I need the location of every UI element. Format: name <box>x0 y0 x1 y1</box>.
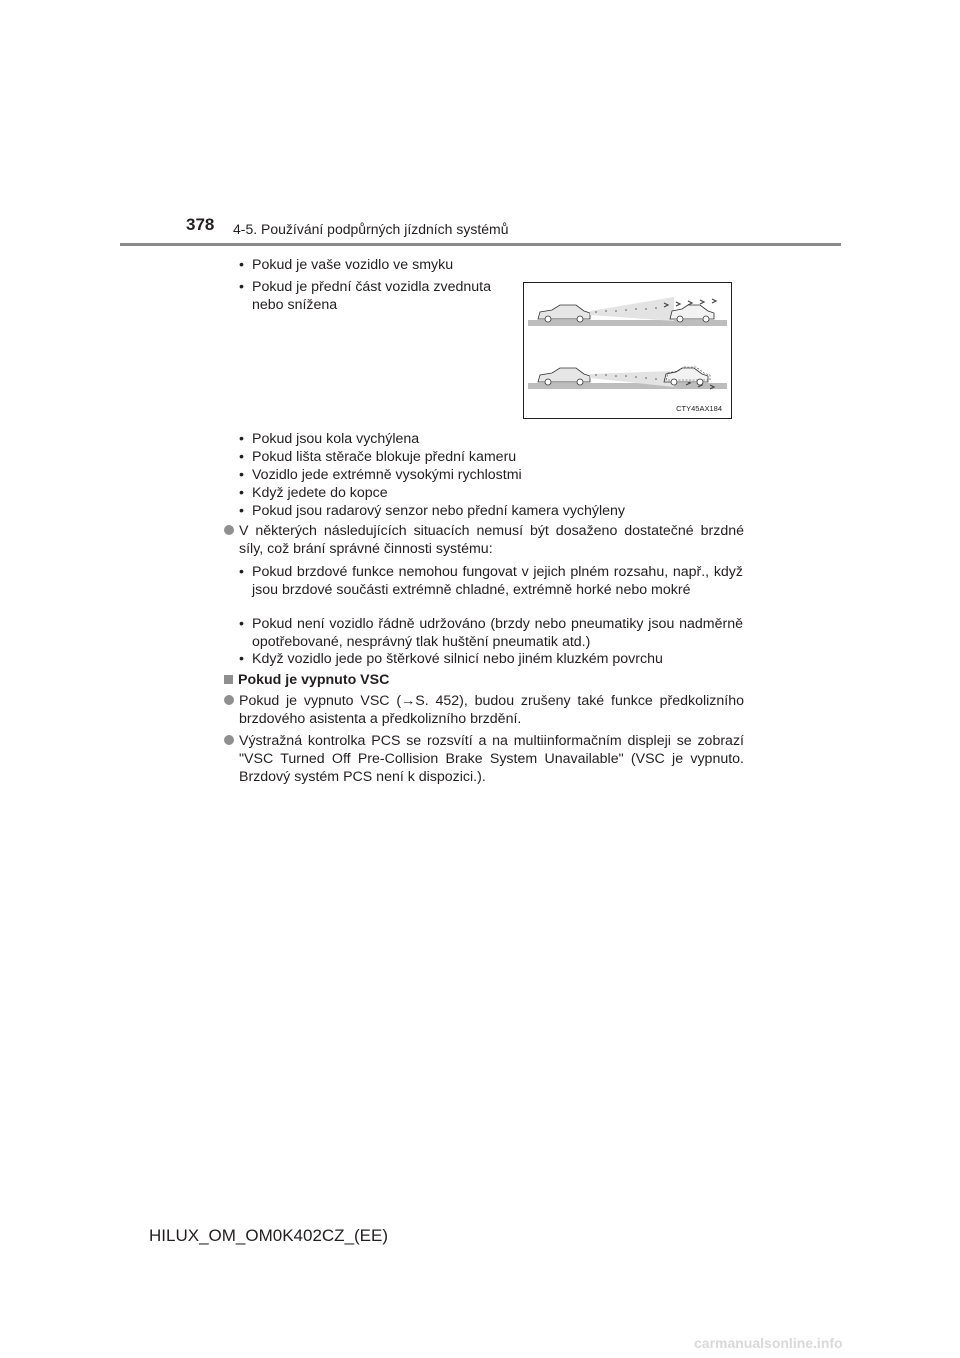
car-icon <box>538 305 590 322</box>
square-bullet-icon <box>224 675 233 684</box>
list-item-text: Pokud jsou radarový senzor nebo přední kamera vychýleny <box>252 503 626 519</box>
circle-bullet-icon <box>224 695 234 705</box>
subheading: Pokud je vypnuto VSC <box>238 672 390 688</box>
road-surface <box>528 383 727 389</box>
vehicle-illustration <box>524 283 731 418</box>
bullet-dot: • <box>239 449 244 465</box>
note-item <box>224 732 744 788</box>
watermark: carmanualsonline.info <box>694 1335 843 1351</box>
bullet-dot: • <box>239 257 244 273</box>
list-item <box>239 615 744 651</box>
road-surface <box>528 320 727 326</box>
bullet-dot: • <box>239 651 244 667</box>
list-item <box>239 502 689 520</box>
list-item-text: Když jedete do kopce <box>252 485 388 501</box>
note-text: Pokud je vypnuto VSC (→S. 452), budou zrušeny také funkce předkolizního brzdového asistenta a předkolizního brzdění. <box>239 693 744 727</box>
figure-code: CTY45AX184 <box>676 404 722 413</box>
list-item <box>239 256 499 274</box>
page-number: 378 <box>186 215 215 234</box>
list-item <box>239 650 744 668</box>
circle-bullet-icon <box>224 735 234 745</box>
note-text: Výstražná kontrolka PCS se rozsvítí a na multiinformačním displeji se zobrazí "VSC Turned Off Pre-Collision Brake System Unavailable" (VSC je vypnuto. Brzdový systém PCS není k dispozici.). <box>239 733 744 785</box>
list-item-text: Když vozidlo jede po štěrkové silnicí nebo jiném kluzkém povrchu <box>252 651 663 667</box>
list-item <box>239 484 689 502</box>
list-item <box>239 563 744 617</box>
bullet-dot: • <box>239 431 244 447</box>
bullet-dot: • <box>239 503 244 519</box>
header-divider <box>120 243 841 246</box>
list-item <box>239 278 509 314</box>
list-item <box>239 448 689 466</box>
radar-beam <box>590 297 674 321</box>
list-item <box>239 466 689 484</box>
car-icon <box>538 368 590 385</box>
document-code: HILUX_OM_OM0K402CZ_(EE) <box>149 1226 389 1245</box>
circle-bullet-icon <box>224 525 234 535</box>
figure-vehicle-tilt <box>523 282 732 419</box>
note-item <box>224 692 744 730</box>
bullet-dot: • <box>239 279 244 295</box>
list-item-text: Vozidlo jede extrémně vysokými rychlostmi <box>252 467 522 483</box>
car-icon <box>670 305 714 322</box>
list-item-text: Pokud brzdové funkce nemohou fungovat v jejich plném rozsahu, např., když jsou brzdové součásti extrémně chladné, extrémně horké nebo mokré <box>252 564 743 598</box>
list-item <box>239 430 689 448</box>
note-item <box>224 522 744 560</box>
car-icon <box>664 367 710 385</box>
list-item-text: Pokud je přední část vozidla zvednuta nebo snížena <box>252 279 491 313</box>
list-item-text: Pokud je vaše vozidlo ve smyku <box>252 257 454 273</box>
bullet-dot: • <box>239 564 244 580</box>
list-item-text: Pokud lišta stěrače blokuje přední kameru <box>252 449 517 465</box>
section-title: 4-5. Používání podpůrných jízdních systémů <box>233 221 509 237</box>
bullet-dot: • <box>239 485 244 501</box>
bullet-dot: • <box>239 467 244 483</box>
list-item-text: Pokud jsou kola vychýlena <box>252 431 420 447</box>
note-text: V některých následujících situacích nemusí být dosaženo dostatečné brzdné síly, což brání správné činnosti systému: <box>239 523 744 557</box>
bullet-dot: • <box>239 616 244 632</box>
list-item-text: Pokud není vozidlo řádně udržováno (brzdy nebo pneumatiky jsou nadměrně opotřebované, nesprávný tlak huštění pneumatik atd.) <box>252 616 743 650</box>
